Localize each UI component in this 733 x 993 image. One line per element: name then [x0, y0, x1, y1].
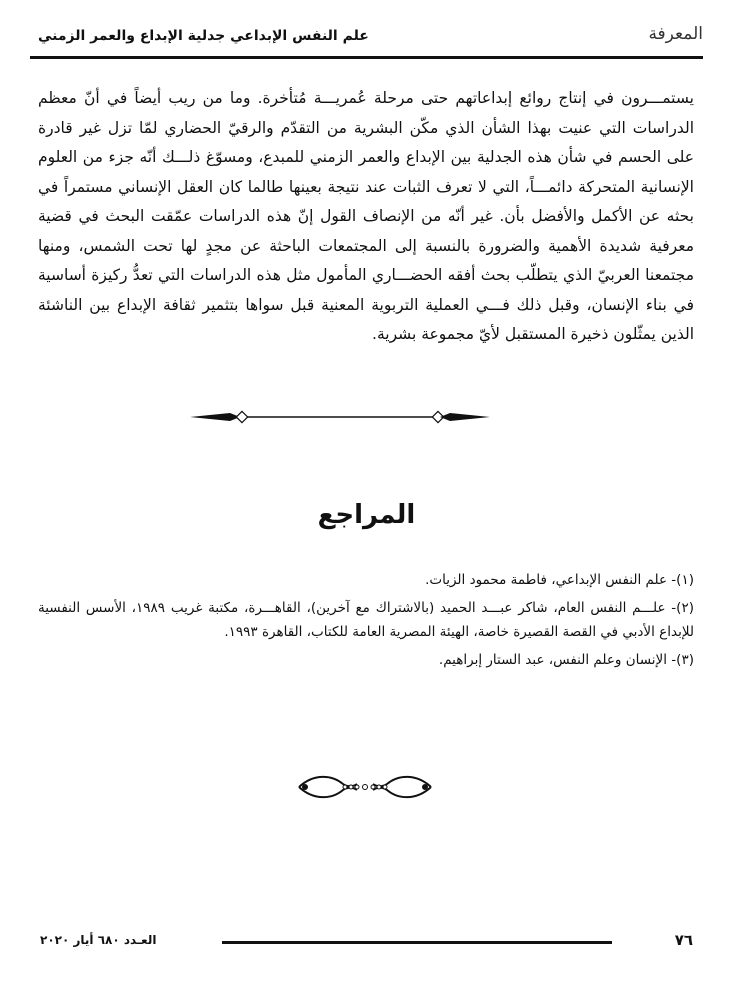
- divider-diamond-left: [236, 411, 247, 422]
- divider-left-tip: [190, 413, 240, 421]
- issue-info: العـدد ٦٨٠ أيار ٢٠٢٠: [40, 933, 157, 947]
- reference-item: (٣)- الإنسان وعلم النفس، عبد الستار إبراهيم.: [438, 652, 694, 668]
- section-divider-ornament: [190, 407, 490, 427]
- magazine-logo: المعرفة: [648, 24, 703, 44]
- reference-item: (١)- علم النفس الإبداعي، فاطمة محمود الزيات.: [425, 572, 694, 588]
- page-header: [30, 24, 703, 58]
- reference-item: (٢)- علـــم النفس العام، شاكر عبـــد الحميد (بالاشتراك مع آخرين)، القاهـــرة، مكتبة غريب ١٩٨٩، الأسس النفسية للإبداع الأدبي في القصة القصيرة خاصة، الهيئة المصرية العامة للكتاب، القاهرة ١٩٩٣.: [38, 600, 694, 640]
- header-rule: [30, 56, 703, 59]
- references-title: المراجع: [317, 500, 416, 530]
- body-paragraph: يستمـــرون في إنتاج روائع إبداعاتهم حتى مرحلة عُمريـــة مُتأخرة. وما من ريب أيضاً في أنّ معظم الدراسات التي عنيت بهذا الشأن الذي مكّن البشرية من التقدّم والرقيّ الحضاري لمّا تزل غير قادرة على الحسم في شأن هذه الجدلية بين الإبداع والعمر الزمني للمبدع، ومسوّغ ذلـــك أنّه جزء من العلوم الإنسانية المتحركة دائمـــاً، التي لا تعرف الثبات عند نتيجة بعينها طالما كان العقل الإنساني مستمراً في بحثه عن الأكمل والأفضل بأن. غير أنّه من الإنصاف القول إنّ هذه الدراسات عمّقت البحث في قضية معرفية شديدة الأهمية والضرورة بالنسبة إلى المجتمعات الباحثة عن مجدٍ لها تحت الشمس، ومنها مجتمعنا العربيّ الذي يتطلّب بحث أفقه الحضـــاري المأمول مثل هذه الدراسات التي تعدُّ ركيزة أساسية في بناء الإنسان، وقبل ذلك فـــي العملية التربوية المعنية قبل سواها بتثمير ثقافة الإبداع بين الناشئة الذين يمثّلون ذخيرة المستقبل لأيّ مجموعة بشرية.: [38, 89, 694, 343]
- running-title: علم النفس الإبداعي جدلية الإبداع والعمر الزمني: [38, 28, 369, 44]
- divider-right-tip: [440, 413, 490, 421]
- footer-rule: [222, 941, 612, 944]
- end-ornament: [295, 770, 435, 804]
- references-list: [38, 568, 694, 676]
- page-number: ٧٦: [674, 931, 693, 949]
